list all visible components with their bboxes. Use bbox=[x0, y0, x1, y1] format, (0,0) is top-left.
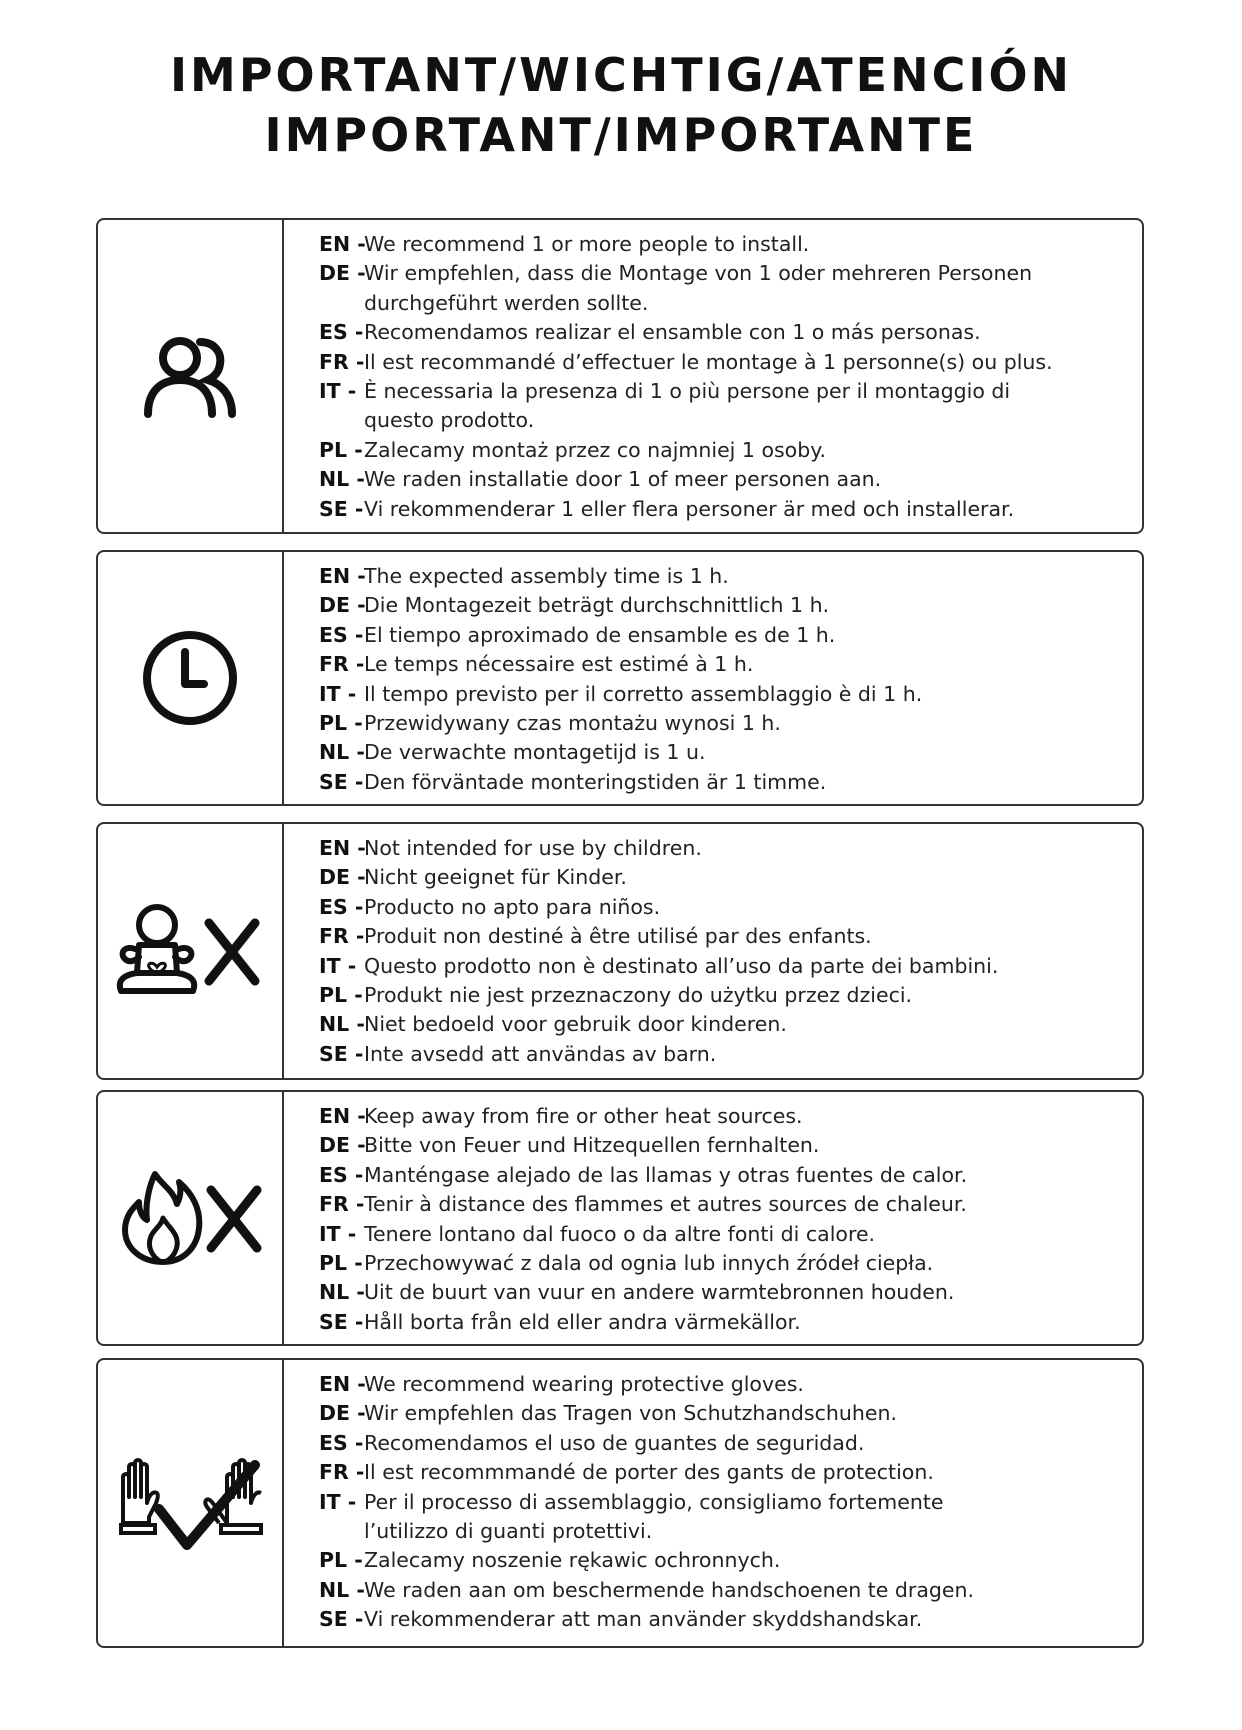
line-text: Manténgase alejado de las llamas y otras fuentes de calor. bbox=[364, 1162, 968, 1187]
language-code: ES - bbox=[319, 1430, 364, 1455]
language-code: PL - bbox=[319, 711, 363, 736]
clock-icon bbox=[140, 628, 240, 728]
line-text: Przewidywany czas montażu wynosi 1 h. bbox=[364, 711, 781, 736]
line-text: Inte avsedd att användas av barn. bbox=[364, 1041, 717, 1066]
line-en bbox=[319, 562, 1122, 591]
language-code: EN - bbox=[319, 232, 366, 256]
line-text: Die Montagezeit beträgt durchschnittlich 1 h. bbox=[364, 593, 830, 618]
line-de bbox=[319, 591, 1122, 620]
line-it bbox=[319, 1220, 1122, 1249]
line-text: Wir empfehlen, dass die Montage von 1 oder mehreren Personen bbox=[364, 261, 1033, 286]
line-de bbox=[319, 863, 1122, 892]
language-code: SE - bbox=[319, 1041, 364, 1066]
language-code: IT - bbox=[319, 681, 357, 706]
line-de bbox=[319, 1399, 1122, 1428]
text-cell bbox=[284, 1092, 1142, 1344]
line-continuation: questo prodotto. bbox=[364, 408, 535, 433]
language-code: DE - bbox=[319, 593, 366, 618]
line-text: Le temps nécessaire est estimé à 1 h. bbox=[364, 652, 754, 677]
line-nl bbox=[319, 1576, 1122, 1605]
line-se bbox=[319, 1308, 1122, 1337]
language-code: PL - bbox=[319, 983, 363, 1008]
language-code: IT - bbox=[319, 1489, 357, 1514]
line-se bbox=[319, 768, 1122, 797]
line-pl bbox=[319, 981, 1122, 1010]
line-text: Nicht geeignet für Kinder. bbox=[364, 865, 627, 890]
language-code: PL - bbox=[319, 437, 363, 462]
line-nl bbox=[319, 1010, 1122, 1039]
text-cell bbox=[284, 220, 1142, 532]
line-fr bbox=[319, 1458, 1122, 1487]
line-text: Tenere lontano dal fuoco o da altre fonti di calore. bbox=[364, 1221, 876, 1246]
language-code: FR - bbox=[319, 1460, 365, 1485]
line-text: Bitte von Feuer und Hitzequellen fernhalten. bbox=[364, 1133, 820, 1158]
line-text: Zalecamy noszenie rękawic ochronnych. bbox=[364, 1548, 781, 1573]
line-text: Uit de buurt van vuur en andere warmtebronnen houden. bbox=[364, 1280, 955, 1305]
line-text: Per il processo di assemblaggio, consigliamo fortemente bbox=[364, 1489, 944, 1514]
line-text: Produkt nie jest przeznaczony do użytku przez dzieci. bbox=[364, 983, 913, 1008]
icon-cell bbox=[98, 1360, 284, 1646]
line-text: Keep away from fire or other heat sources. bbox=[364, 1104, 803, 1128]
line-text: We raden installatie door 1 of meer personen aan. bbox=[364, 467, 882, 492]
line-text: Recomendamos el uso de guantes de seguridad. bbox=[364, 1430, 865, 1455]
line-pl bbox=[319, 1249, 1122, 1278]
line-text: Vi rekommenderar 1 eller flera personer är med och installerar. bbox=[364, 496, 1015, 521]
no-fire-icon bbox=[115, 1168, 265, 1268]
line-en bbox=[319, 230, 1122, 259]
page-title-line-1: IMPORTANT/WICHTIG/ATENCIÓN bbox=[169, 48, 1073, 102]
line-text: Produit non destiné à être utilisé par des enfants. bbox=[364, 924, 872, 949]
line-nl bbox=[319, 465, 1122, 494]
language-code: EN - bbox=[319, 1104, 366, 1128]
line-text: Håll borta från eld eller andra värmekällor. bbox=[364, 1309, 801, 1334]
line-pl bbox=[319, 709, 1122, 738]
line-text: De verwachte montagetijd is 1 u. bbox=[364, 740, 706, 765]
line-text: Not intended for use by children. bbox=[364, 836, 702, 860]
language-code: FR - bbox=[319, 349, 365, 374]
line-fr bbox=[319, 1190, 1122, 1219]
line-fr bbox=[319, 348, 1122, 377]
icon-cell bbox=[98, 1092, 284, 1344]
text-cell bbox=[284, 552, 1142, 804]
line-text: Przechowywać z dala od ognia lub innych źródeł ciepła. bbox=[364, 1251, 934, 1276]
icon-cell bbox=[98, 552, 284, 804]
line-continuation: l’utilizzo di guanti protettivi. bbox=[364, 1519, 653, 1544]
text-cell bbox=[284, 824, 1142, 1078]
line-text: Tenir à distance des flammes et autres sources de chaleur. bbox=[364, 1192, 967, 1217]
line-es bbox=[319, 318, 1122, 347]
line-text: Producto no apto para niños. bbox=[364, 894, 661, 919]
line-text: We recommend 1 or more people to install. bbox=[364, 232, 810, 256]
notice-panel-children bbox=[96, 822, 1144, 1080]
line-se bbox=[319, 495, 1122, 524]
line-text: Zalecamy montaż przez co najmniej 1 osoby. bbox=[364, 437, 826, 462]
language-code: NL - bbox=[319, 467, 365, 492]
language-code: EN - bbox=[319, 564, 366, 588]
language-code: FR - bbox=[319, 924, 365, 949]
line-es bbox=[319, 1161, 1122, 1190]
language-code: EN - bbox=[319, 1372, 366, 1396]
line-text: Den förväntade monteringstiden är 1 timme. bbox=[364, 769, 827, 794]
language-code: ES - bbox=[319, 894, 364, 919]
language-code: NL - bbox=[319, 1577, 365, 1602]
line-es bbox=[319, 1429, 1122, 1458]
line-text: The expected assembly time is 1 h. bbox=[364, 564, 729, 588]
line-text: È necessaria la presenza di 1 o più persone per il montaggio di bbox=[364, 379, 1011, 404]
language-code: NL - bbox=[319, 1012, 365, 1037]
line-nl bbox=[319, 1278, 1122, 1307]
page-title-line-2: IMPORTANT/IMPORTANTE bbox=[264, 108, 978, 162]
line-nl bbox=[319, 738, 1122, 767]
language-code: SE - bbox=[319, 769, 364, 794]
line-en bbox=[319, 834, 1122, 863]
line-text: We raden aan om beschermende handschoenen te dragen. bbox=[364, 1577, 975, 1602]
line-text: Niet bedoeld voor gebruik door kinderen. bbox=[364, 1012, 787, 1037]
line-it bbox=[319, 377, 1122, 436]
line-pl bbox=[319, 436, 1122, 465]
language-code: ES - bbox=[319, 1162, 364, 1187]
gloves-check-icon bbox=[115, 1453, 265, 1553]
language-code: IT - bbox=[319, 953, 357, 978]
line-it bbox=[319, 952, 1122, 981]
line-text: We recommend wearing protective gloves. bbox=[364, 1372, 804, 1396]
line-fr bbox=[319, 922, 1122, 951]
language-code: DE - bbox=[319, 1133, 366, 1158]
line-text: Il tempo previsto per il corretto assemblaggio è di 1 h. bbox=[364, 681, 923, 706]
line-pl bbox=[319, 1546, 1122, 1575]
line-it bbox=[319, 680, 1122, 709]
line-text: El tiempo aproximado de ensamble es de 1 h. bbox=[364, 622, 836, 647]
language-code: DE - bbox=[319, 1401, 366, 1426]
notice-panel-fire bbox=[96, 1090, 1144, 1346]
language-code: EN - bbox=[319, 836, 366, 860]
line-text: Il est recommmandé de porter des gants de protection. bbox=[364, 1460, 934, 1485]
icon-cell bbox=[98, 220, 284, 532]
line-text: Wir empfehlen das Tragen von Schutzhandschuhen. bbox=[364, 1401, 897, 1426]
text-cell bbox=[284, 1360, 1142, 1646]
language-code: DE - bbox=[319, 865, 366, 890]
people-icon bbox=[142, 334, 238, 418]
icon-cell bbox=[98, 824, 284, 1078]
language-code: ES - bbox=[319, 320, 364, 345]
line-se bbox=[319, 1605, 1122, 1634]
line-text: Recomendamos realizar el ensamble con 1 o más personas. bbox=[364, 320, 981, 345]
line-de bbox=[319, 1131, 1122, 1160]
line-text: Il est recommandé d’effectuer le montage à 1 personne(s) ou plus. bbox=[364, 349, 1053, 374]
line-text: Vi rekommenderar att man använder skyddshandskar. bbox=[364, 1607, 923, 1632]
language-code: DE - bbox=[319, 261, 366, 286]
line-en bbox=[319, 1370, 1122, 1399]
language-code: IT - bbox=[319, 1221, 357, 1246]
line-se bbox=[319, 1040, 1122, 1069]
language-code: PL - bbox=[319, 1548, 363, 1573]
notice-panel-assembly-time bbox=[96, 550, 1144, 806]
line-text: Questo prodotto non è destinato all’uso da parte dei bambini. bbox=[364, 953, 999, 978]
line-it bbox=[319, 1488, 1122, 1547]
no-children-icon bbox=[115, 901, 265, 1001]
notice-panel-gloves bbox=[96, 1358, 1144, 1648]
line-en bbox=[319, 1102, 1122, 1131]
line-es bbox=[319, 893, 1122, 922]
language-code: FR - bbox=[319, 652, 365, 677]
line-fr bbox=[319, 650, 1122, 679]
language-code: SE - bbox=[319, 1607, 364, 1632]
line-de bbox=[319, 259, 1122, 318]
language-code: PL - bbox=[319, 1251, 363, 1276]
line-es bbox=[319, 621, 1122, 650]
notice-panel-people bbox=[96, 218, 1144, 534]
line-continuation: durchgeführt werden sollte. bbox=[364, 290, 649, 315]
language-code: NL - bbox=[319, 1280, 365, 1305]
language-code: NL - bbox=[319, 740, 365, 765]
language-code: IT - bbox=[319, 379, 357, 404]
language-code: SE - bbox=[319, 496, 364, 521]
language-code: FR - bbox=[319, 1192, 365, 1217]
language-code: ES - bbox=[319, 622, 364, 647]
language-code: SE - bbox=[319, 1309, 364, 1334]
